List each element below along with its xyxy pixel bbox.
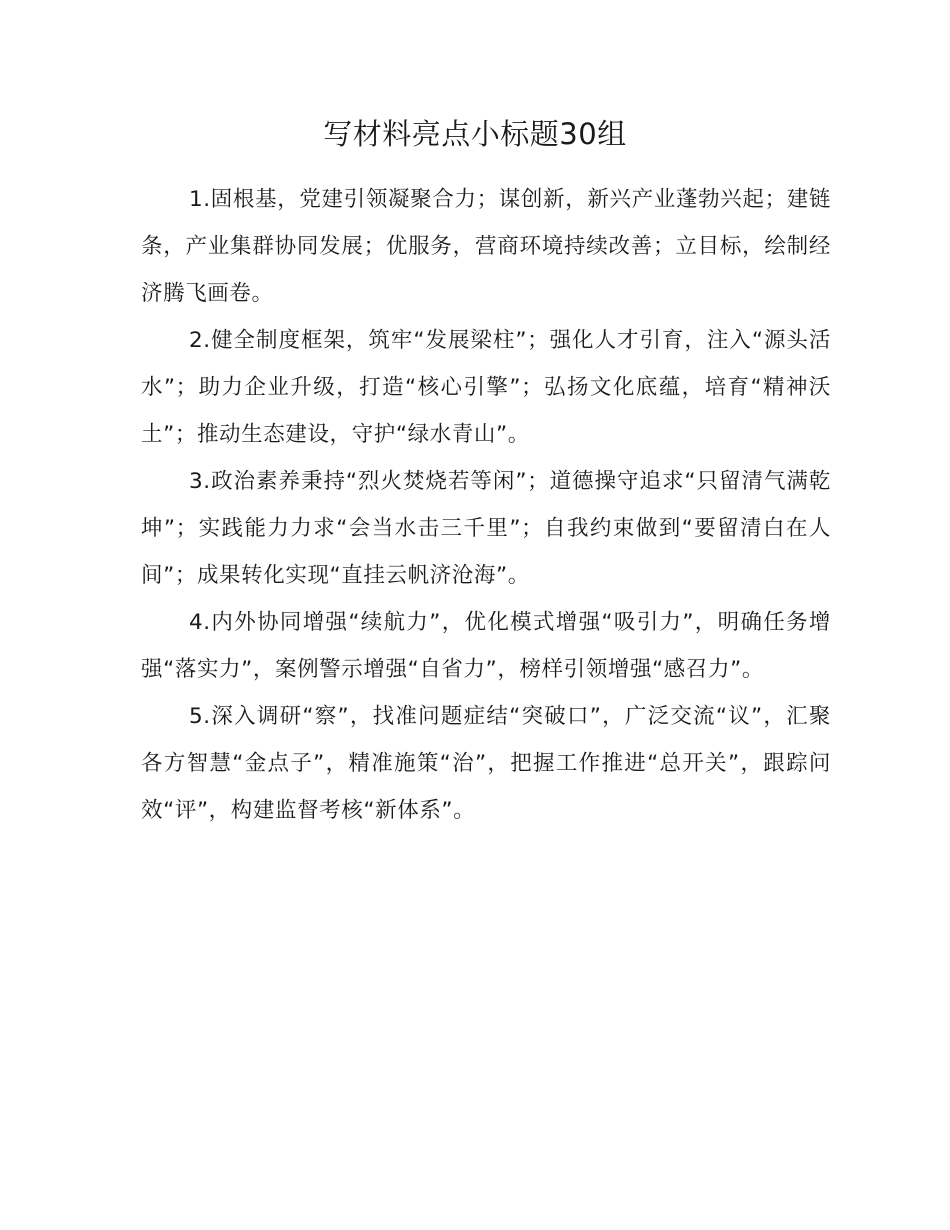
paragraph-5: 5.深入调研“察”，找准问题症结“突破口”，广泛交流“议”，汇聚各方智慧“金点子”，精准施策“治”，把握工作推进“总开关”，跟踪问效“评”，构建监督考核“新体系”。 — [141, 704, 831, 823]
paragraph-2: 2.健全制度框架，筑牢“发展梁柱”；强化人才引育，注入“源头活水”；助力企业升级，打造“核心引擎”；弘扬文化底蕴，培育“精神沃土”；推动生态建设，守护“绿水青山”。 — [141, 328, 831, 447]
paragraph-4: 4.内外协同增强“续航力”，优化模式增强“吸引力”，明确任务增强“落实力”，案例警示增强“自省力”，榜样引领增强“感召力”。 — [141, 610, 831, 682]
page-title: 写材料亮点小标题30组 — [323, 117, 627, 151]
paragraph-3: 3.政治素养秉持“烈火焚烧若等闲”；道德操守追求“只留清气满乾坤”；实践能力力求“会当水击三千里”；自我约束做到“要留清白在人间”；成果转化实现“直挂云帆济沧海”。 — [141, 469, 831, 588]
document-body — [141, 176, 831, 834]
paragraph-1: 1.固根基，党建引领凝聚合力；谋创新，新兴产业蓬勃兴起；建链条，产业集群协同发展；优服务，营商环境持续改善；立目标，绘制经济腾飞画卷。 — [141, 187, 831, 306]
